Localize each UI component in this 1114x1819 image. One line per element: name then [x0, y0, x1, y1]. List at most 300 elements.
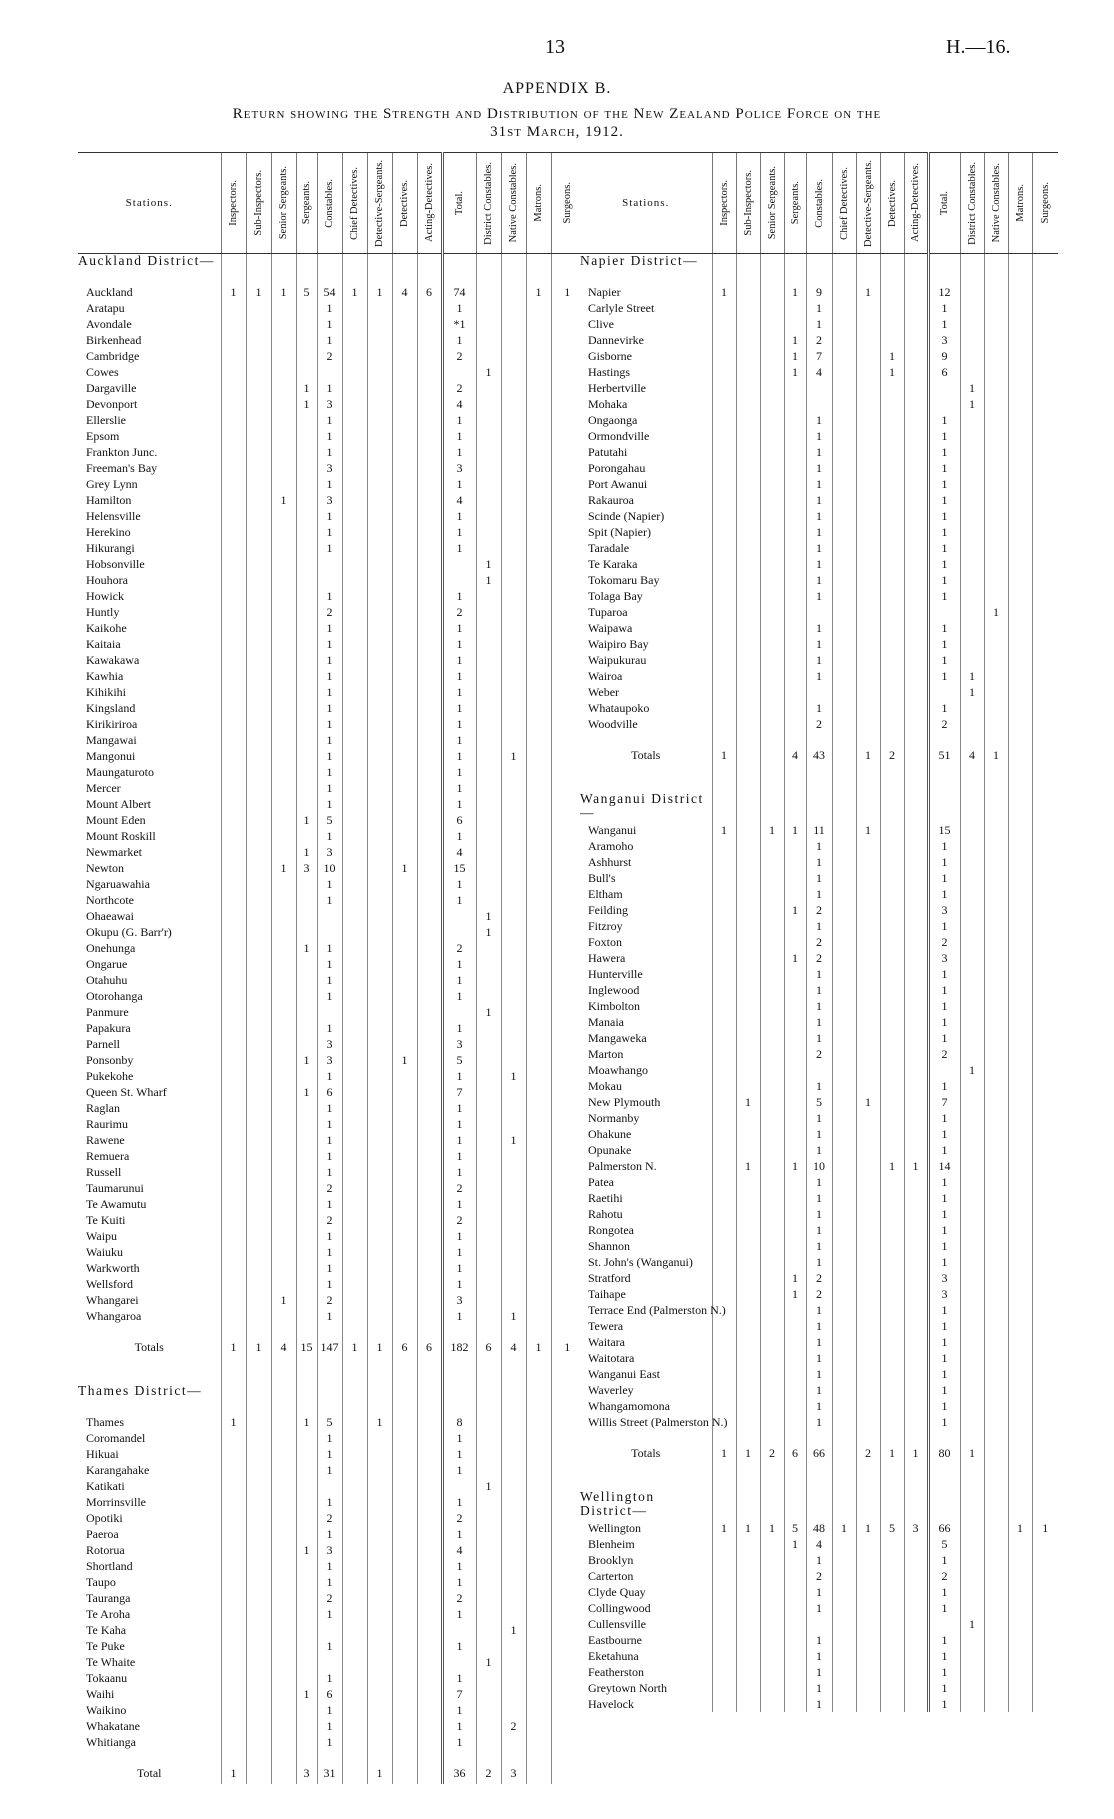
station-name-text: Mount Eden [86, 813, 146, 827]
station-row [78, 940, 583, 956]
value-cell: 1 [806, 444, 832, 460]
station-name [580, 1350, 712, 1366]
value-cell [784, 1302, 806, 1318]
value-cell [904, 540, 928, 556]
station-name [580, 1382, 712, 1398]
value-cell [342, 844, 367, 860]
value-cell [221, 492, 246, 508]
empty-cell [342, 254, 367, 285]
value-cell [221, 956, 246, 972]
value-cell [342, 556, 367, 572]
value-cell [736, 1014, 760, 1030]
value-cell [960, 1584, 984, 1600]
value-cell [526, 1734, 551, 1750]
value-cell [856, 950, 880, 966]
value-cell [417, 780, 442, 796]
value-cell: 1 [806, 1552, 832, 1568]
value-cell [736, 636, 760, 652]
spacer-cell [442, 1358, 476, 1384]
value-cell: 1 [317, 748, 342, 764]
value-cell: 1 [317, 1430, 342, 1446]
spacer-cell [736, 732, 760, 744]
value-cell: 1 [317, 892, 342, 908]
value-cell [880, 588, 904, 604]
value-cell [904, 1632, 928, 1648]
value-cell [806, 396, 832, 412]
station-name [78, 1020, 221, 1036]
value-cell: 3 [442, 1036, 476, 1052]
value-cell [984, 822, 1008, 838]
value-cell [417, 1478, 442, 1494]
value-cell: 3 [904, 1520, 928, 1536]
value-cell [1032, 1158, 1058, 1174]
value-cell [246, 1084, 271, 1100]
value-cell [526, 636, 551, 652]
value-cell [712, 1142, 736, 1158]
value-cell [526, 988, 551, 1004]
value-cell [880, 1142, 904, 1158]
value-cell [367, 1574, 392, 1590]
value-cell [1008, 508, 1032, 524]
value-cell [417, 1494, 442, 1510]
value-cell [736, 1366, 760, 1382]
value-cell [501, 780, 526, 796]
value-cell [501, 1654, 526, 1670]
value-cell [984, 1078, 1008, 1094]
value-cell [1032, 300, 1058, 316]
value-cell [417, 316, 442, 332]
value-cell [551, 684, 583, 700]
value-cell: 43 [806, 744, 832, 766]
spacer-cell [784, 732, 806, 744]
value-cell [417, 1686, 442, 1702]
value-cell [342, 1276, 367, 1292]
value-cell [392, 364, 417, 380]
value-cell [736, 1174, 760, 1190]
value-cell [417, 508, 442, 524]
value-cell [712, 364, 736, 380]
value-cell [417, 412, 442, 428]
value-cell [880, 870, 904, 886]
value-cell [1008, 524, 1032, 540]
value-cell [760, 982, 784, 998]
value-cell [551, 700, 583, 716]
value-cell [551, 1670, 583, 1686]
value-cell: 2 [760, 1442, 784, 1464]
value-cell [417, 1132, 442, 1148]
value-cell [960, 1286, 984, 1302]
value-cell: 1 [221, 284, 246, 300]
value-cell [904, 332, 928, 348]
value-cell [1008, 396, 1032, 412]
value-cell [551, 348, 583, 364]
value-cell [760, 652, 784, 668]
totals-label [580, 1442, 712, 1464]
value-cell [712, 668, 736, 684]
value-cell [476, 300, 501, 316]
value-cell [392, 1510, 417, 1526]
value-cell [526, 1622, 551, 1638]
value-cell [960, 284, 984, 300]
spacer-cell [476, 1358, 501, 1384]
station-row [78, 1638, 583, 1654]
station-name-text: Morrinsville [86, 1495, 146, 1509]
value-cell [501, 572, 526, 588]
value-cell [246, 924, 271, 940]
value-cell [526, 1116, 551, 1132]
value-cell [832, 934, 856, 950]
value-cell [760, 1398, 784, 1414]
spacer-cell [784, 766, 806, 792]
value-cell [221, 1590, 246, 1606]
value-cell [984, 1442, 1008, 1464]
value-cell [296, 908, 317, 924]
empty-cell [984, 254, 1008, 285]
station-name-text: Russell [86, 1165, 122, 1179]
station-name [580, 716, 712, 732]
value-cell [784, 1648, 806, 1664]
value-cell [856, 1552, 880, 1568]
value-cell [271, 1414, 296, 1430]
value-cell [880, 902, 904, 918]
value-cell [221, 460, 246, 476]
value-cell: 1 [712, 1520, 736, 1536]
value-cell [501, 700, 526, 716]
value-cell [417, 700, 442, 716]
value-cell [551, 588, 583, 604]
value-cell [367, 828, 392, 844]
value-cell: 1 [442, 508, 476, 524]
value-cell [271, 1308, 296, 1324]
spacer-cell [246, 1324, 271, 1336]
value-cell [832, 668, 856, 684]
value-cell [476, 700, 501, 716]
value-cell [392, 652, 417, 668]
value-cell: 1 [317, 668, 342, 684]
value-cell [760, 460, 784, 476]
value-cell [526, 668, 551, 684]
value-cell [736, 1664, 760, 1680]
value-cell [832, 396, 856, 412]
value-cell [1032, 540, 1058, 556]
station-name-text: Taihape [588, 1287, 626, 1301]
value-cell [1008, 652, 1032, 668]
station-row [78, 492, 583, 508]
value-cell [736, 684, 760, 700]
column-header-label: Detective-Sergeants. [374, 159, 385, 247]
value-cell [551, 492, 583, 508]
value-cell [1008, 1568, 1032, 1584]
value-cell [712, 1078, 736, 1094]
value-cell [296, 1004, 317, 1020]
value-cell [551, 748, 583, 764]
value-cell [501, 844, 526, 860]
value-cell [904, 1094, 928, 1110]
value-cell: 1 [317, 428, 342, 444]
value-cell [526, 300, 551, 316]
column-header-label: Acting-Detectives. [910, 163, 921, 243]
value-cell [526, 508, 551, 524]
value-cell [417, 1734, 442, 1750]
station-name-text: Moawhango [588, 1063, 648, 1077]
value-cell [417, 972, 442, 988]
value-cell [832, 1174, 856, 1190]
value-cell [271, 1196, 296, 1212]
station-name [78, 1276, 221, 1292]
value-cell: 1 [928, 620, 960, 636]
value-cell [736, 1398, 760, 1414]
station-name-text: Totals [631, 748, 661, 762]
spacer-cell [960, 732, 984, 744]
value-cell [271, 1052, 296, 1068]
value-cell [417, 1622, 442, 1638]
value-cell [392, 1622, 417, 1638]
value-cell [526, 1260, 551, 1276]
value-cell [367, 1686, 392, 1702]
value-cell: 1 [317, 1116, 342, 1132]
value-cell [832, 1158, 856, 1174]
value-cell [984, 854, 1008, 870]
station-name-text: Hikurangi [86, 541, 135, 555]
spacer-cell [960, 1430, 984, 1442]
right-col-detective-sergeants [856, 153, 880, 254]
value-cell [442, 572, 476, 588]
value-cell [221, 412, 246, 428]
value-cell [736, 1632, 760, 1648]
value-cell [551, 1116, 583, 1132]
value-cell: 1 [960, 380, 984, 396]
value-cell [342, 636, 367, 652]
empty-cell [984, 1490, 1008, 1520]
value-cell [417, 1558, 442, 1574]
value-cell: 1 [317, 652, 342, 668]
value-cell: 1 [551, 284, 583, 300]
value-cell [271, 428, 296, 444]
value-cell [296, 1308, 317, 1324]
station-name [78, 540, 221, 556]
value-cell [271, 1084, 296, 1100]
value-cell [476, 1116, 501, 1132]
station-name [580, 918, 712, 934]
value-cell [476, 1276, 501, 1292]
value-cell [246, 764, 271, 780]
station-name-text: Wairoa [588, 669, 623, 683]
station-row [580, 1520, 1058, 1536]
value-cell [1032, 1616, 1058, 1632]
station-row [78, 1132, 583, 1148]
value-cell: 1 [904, 1158, 928, 1174]
value-cell [271, 316, 296, 332]
station-row [580, 1616, 1058, 1632]
value-cell [551, 396, 583, 412]
value-cell [712, 1536, 736, 1552]
value-cell [296, 668, 317, 684]
column-header-label: Senior Sergeants. [278, 166, 289, 240]
value-cell [984, 444, 1008, 460]
value-cell: 7 [806, 348, 832, 364]
station-name [78, 300, 221, 316]
value-cell: 3 [317, 1542, 342, 1558]
value-cell [880, 1696, 904, 1712]
value-cell [417, 748, 442, 764]
value-cell [904, 1318, 928, 1334]
value-cell [1032, 1238, 1058, 1254]
value-cell [476, 1308, 501, 1324]
value-cell [526, 748, 551, 764]
value-cell [832, 998, 856, 1014]
value-cell: 147 [317, 1336, 342, 1358]
station-name-text: Pukekohe [86, 1069, 134, 1083]
value-cell [856, 1584, 880, 1600]
value-cell: 1 [928, 1142, 960, 1158]
station-name-text: Otorohanga [86, 989, 143, 1003]
station-name [580, 332, 712, 348]
station-name-text: Wellington [588, 1521, 642, 1535]
value-cell [246, 348, 271, 364]
station-name [580, 966, 712, 982]
value-cell [296, 1446, 317, 1462]
value-cell [417, 1228, 442, 1244]
station-name [580, 950, 712, 966]
value-cell [271, 876, 296, 892]
station-name-text: Maungaturoto [86, 765, 154, 779]
value-cell: 1 [928, 1078, 960, 1094]
value-cell [246, 524, 271, 540]
value-cell [736, 1030, 760, 1046]
value-cell [960, 1334, 984, 1350]
value-cell [342, 1020, 367, 1036]
left-strength-table [78, 152, 583, 1784]
value-cell [501, 1164, 526, 1180]
station-row [580, 668, 1058, 684]
value-cell [784, 1206, 806, 1222]
station-name [78, 444, 221, 460]
value-cell [736, 998, 760, 1014]
value-cell: 1 [928, 1126, 960, 1142]
value-cell [960, 540, 984, 556]
value-cell [712, 1286, 736, 1302]
value-cell [984, 1206, 1008, 1222]
station-name-text: Hunterville [588, 967, 643, 981]
station-name-text: Clive [588, 317, 614, 331]
value-cell [832, 744, 856, 766]
value-cell [856, 1382, 880, 1398]
value-cell [551, 940, 583, 956]
column-header-label: Native Constables. [508, 163, 519, 243]
value-cell: 4 [392, 284, 417, 300]
value-cell [246, 1478, 271, 1494]
value-cell [476, 284, 501, 300]
value-cell [392, 1276, 417, 1292]
value-cell [1032, 1366, 1058, 1382]
value-cell [526, 940, 551, 956]
value-cell [392, 1542, 417, 1558]
value-cell: 1 [442, 444, 476, 460]
value-cell [880, 604, 904, 620]
value-cell: 1 [856, 284, 880, 300]
value-cell [296, 1100, 317, 1116]
empty-cell [1008, 254, 1032, 285]
value-cell [760, 1110, 784, 1126]
value-cell [551, 1430, 583, 1446]
station-name-text: Epsom [86, 429, 120, 443]
empty-cell [712, 792, 736, 822]
station-row [580, 1552, 1058, 1568]
value-cell [832, 1046, 856, 1062]
value-cell [271, 620, 296, 636]
value-cell [960, 1030, 984, 1046]
value-cell [392, 1020, 417, 1036]
value-cell [417, 1292, 442, 1308]
value-cell [296, 828, 317, 844]
value-cell [367, 908, 392, 924]
value-cell [904, 1616, 928, 1632]
value-cell [551, 1260, 583, 1276]
value-cell [417, 716, 442, 732]
value-cell [526, 492, 551, 508]
value-cell [712, 620, 736, 636]
value-cell: 1 [880, 348, 904, 364]
value-cell [1008, 1238, 1032, 1254]
value-cell: 2 [928, 1046, 960, 1062]
value-cell [501, 588, 526, 604]
value-cell [367, 1654, 392, 1670]
appendix-heading: APPENDIX B. [502, 80, 612, 97]
value-cell: 1 [880, 364, 904, 380]
value-cell [856, 444, 880, 460]
value-cell [784, 1094, 806, 1110]
station-row [78, 956, 583, 972]
value-cell [221, 588, 246, 604]
value-cell: 6 [417, 1336, 442, 1358]
value-cell [984, 982, 1008, 998]
value-cell [367, 1478, 392, 1494]
value-cell [526, 764, 551, 780]
value-cell [1032, 556, 1058, 572]
station-name [78, 1606, 221, 1622]
value-cell [417, 524, 442, 540]
value-cell [392, 492, 417, 508]
station-name [78, 332, 221, 348]
value-cell: 1 [806, 460, 832, 476]
value-cell [476, 476, 501, 492]
value-cell [904, 492, 928, 508]
value-cell [271, 636, 296, 652]
station-name [78, 524, 221, 540]
station-row [580, 902, 1058, 918]
value-cell [246, 668, 271, 684]
value-cell [960, 1648, 984, 1664]
value-cell: 1 [806, 1206, 832, 1222]
value-cell [904, 284, 928, 300]
value-cell [392, 1718, 417, 1734]
station-row [78, 972, 583, 988]
station-name [78, 604, 221, 620]
left-col-senior-sergeants [271, 153, 296, 254]
value-cell [856, 668, 880, 684]
value-cell [246, 428, 271, 444]
value-cell [342, 1292, 367, 1308]
value-cell [367, 732, 392, 748]
value-cell [501, 716, 526, 732]
value-cell [367, 412, 392, 428]
spacer-row [580, 1464, 1058, 1490]
value-cell [904, 572, 928, 588]
value-cell [296, 412, 317, 428]
value-cell [1032, 744, 1058, 766]
column-header-label: Sergeants. [789, 181, 801, 225]
value-cell [367, 572, 392, 588]
